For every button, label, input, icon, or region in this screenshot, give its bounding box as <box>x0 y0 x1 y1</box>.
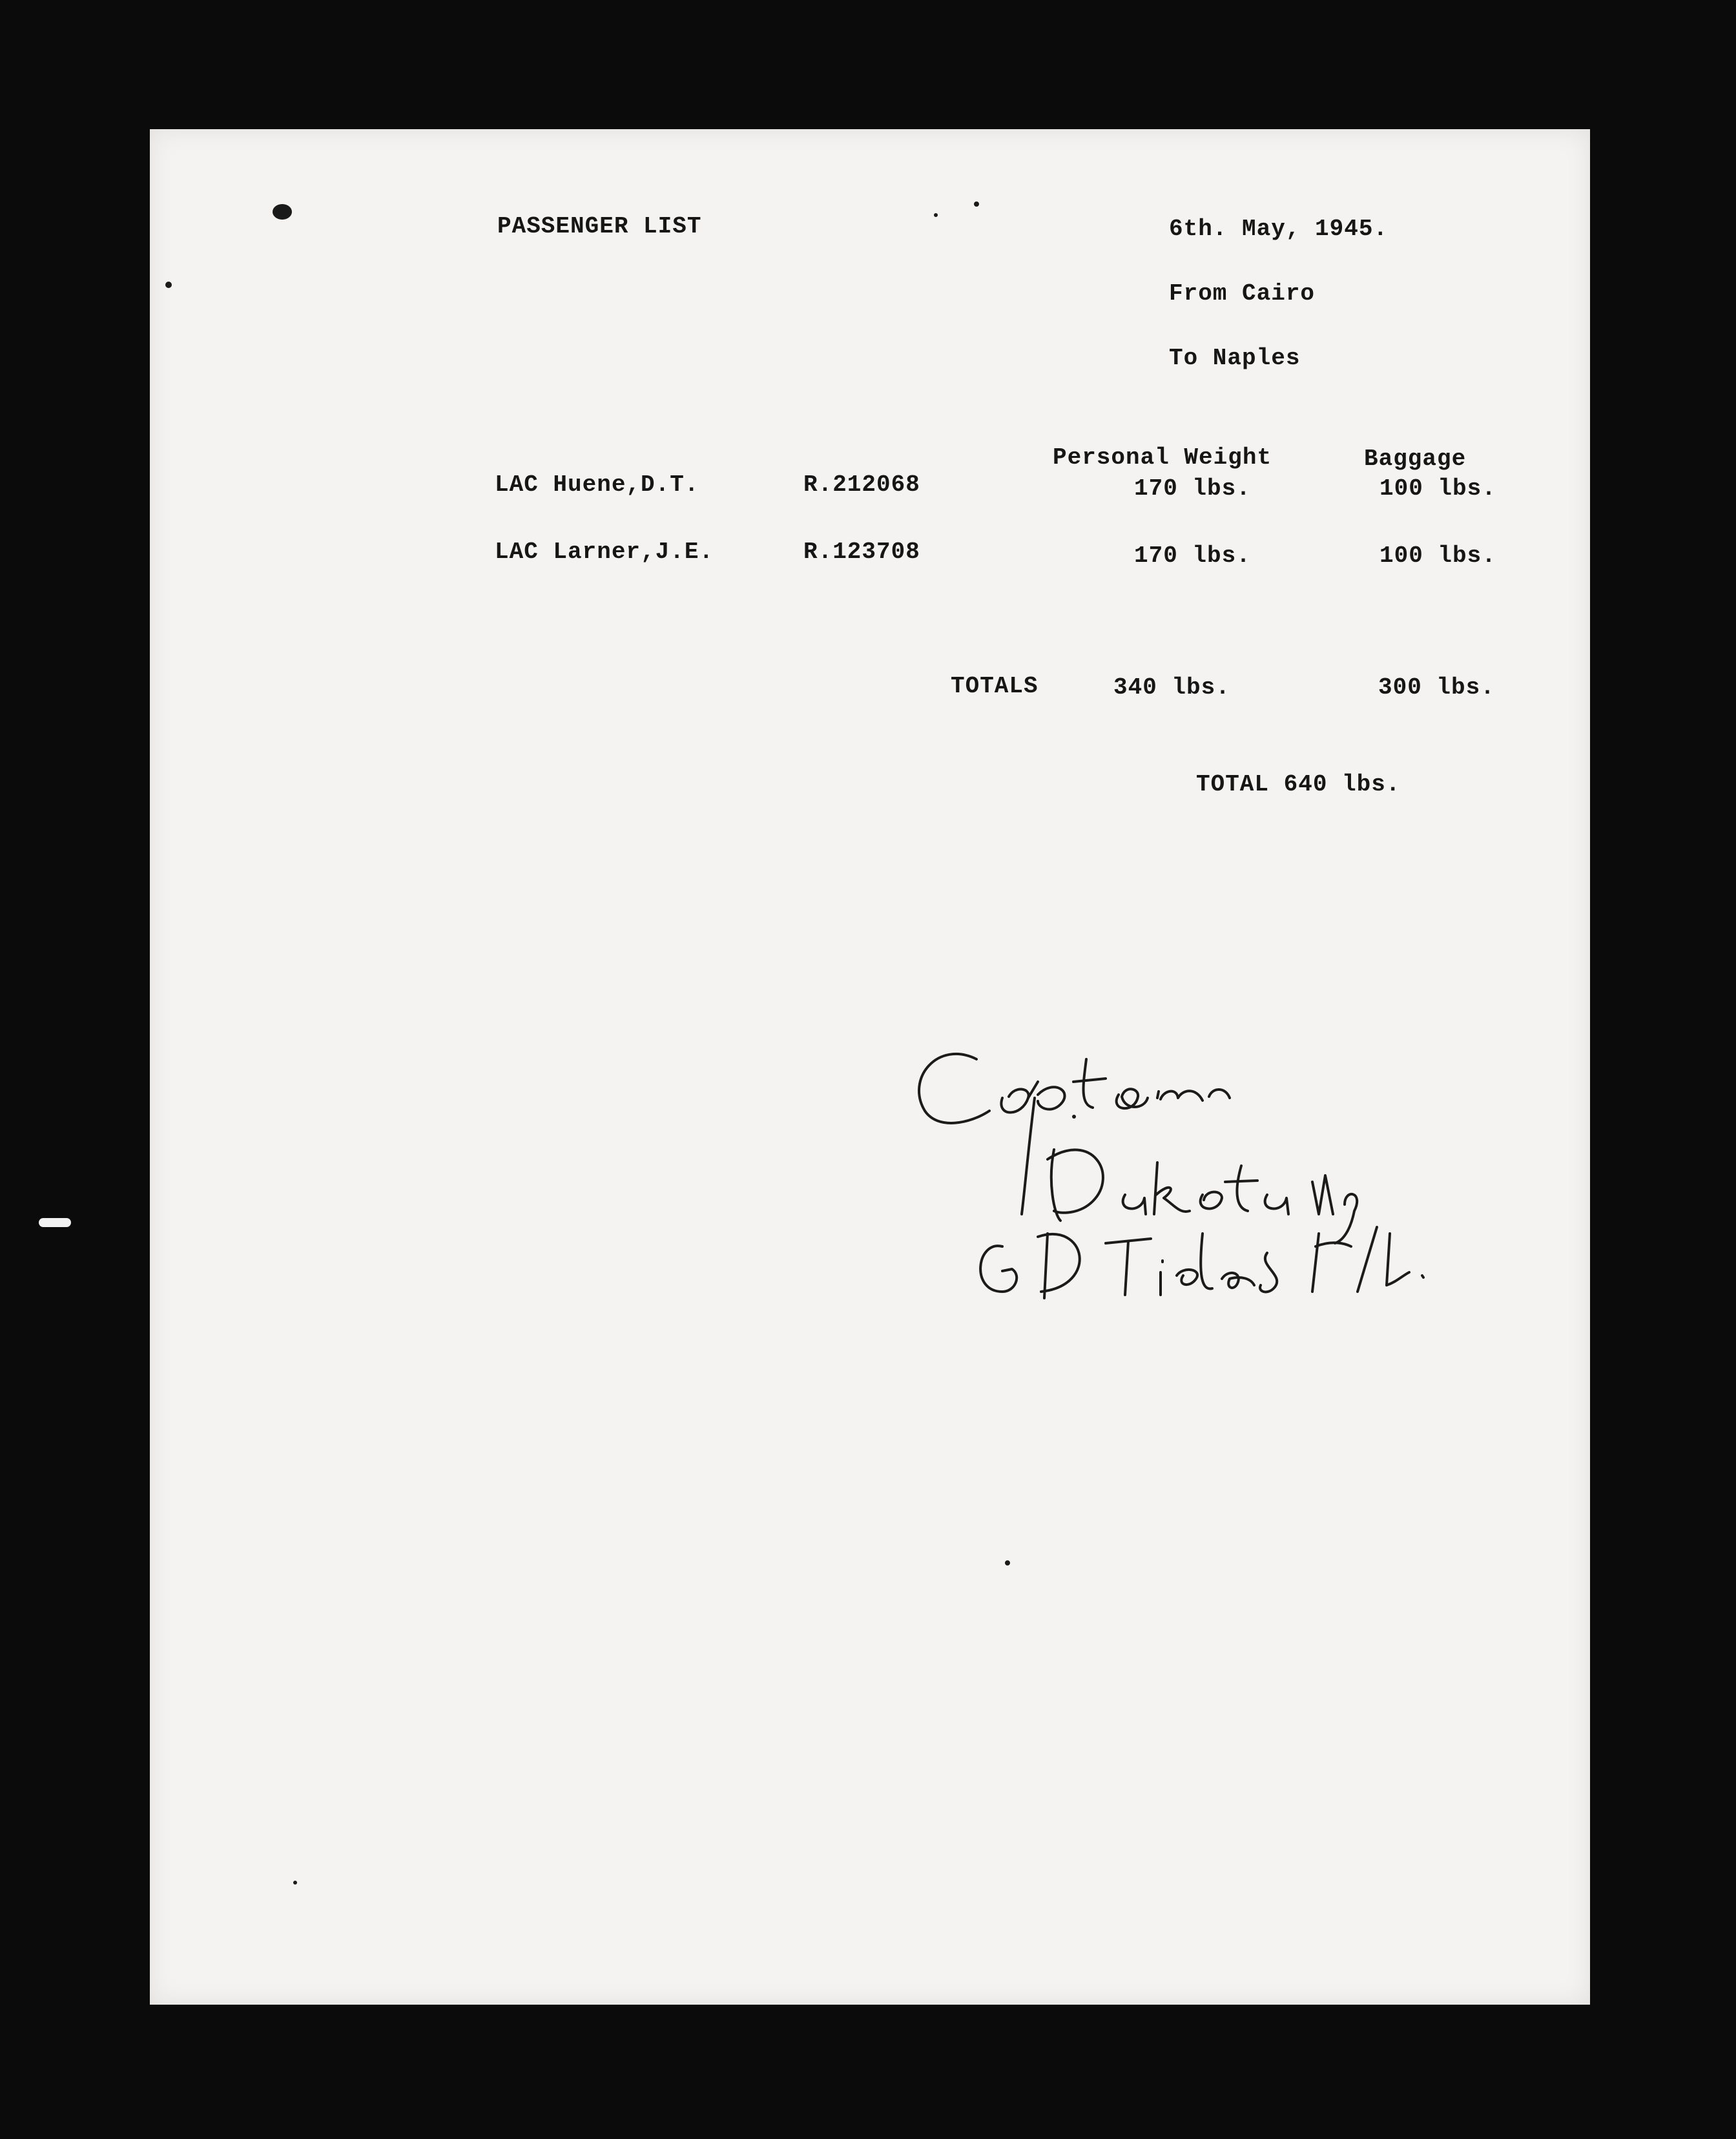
scan-edge-mark <box>39 1218 71 1227</box>
passenger-name: LAC Huene,D.T. <box>495 471 699 498</box>
passenger-baggage: 100 lbs. <box>1380 475 1496 502</box>
origin-line: From Cairo <box>1169 280 1316 307</box>
passenger-name: LAC Larner,J.E. <box>495 539 714 565</box>
passenger-weight: 170 lbs. <box>1134 475 1251 502</box>
ink-speck <box>1005 1560 1010 1566</box>
ink-speck <box>293 1881 297 1885</box>
baggage-header: Baggage <box>1364 446 1467 472</box>
totals-baggage: 300 lbs. <box>1378 674 1495 701</box>
passenger-baggage: 100 lbs. <box>1380 542 1496 569</box>
destination-line: To Naples <box>1169 345 1301 371</box>
ink-speck <box>934 213 938 217</box>
ink-speck <box>273 204 292 220</box>
handwritten-signature <box>899 1020 1493 1330</box>
passenger-weight: 170 lbs. <box>1134 542 1251 569</box>
totals-weight: 340 lbs. <box>1113 674 1230 701</box>
ink-speck <box>974 202 979 207</box>
personal-weight-header: Personal Weight <box>1053 444 1272 471</box>
passenger-number: R.212068 <box>803 471 920 498</box>
grand-total: TOTAL 640 lbs. <box>1196 771 1401 798</box>
passenger-list-page <box>150 129 1590 2005</box>
totals-label: TOTALS <box>951 673 1038 699</box>
document-title: PASSENGER LIST <box>497 213 702 240</box>
document-date: 6th. May, 1945. <box>1169 216 1389 242</box>
passenger-number: R.123708 <box>803 539 920 565</box>
ink-speck <box>165 282 172 288</box>
